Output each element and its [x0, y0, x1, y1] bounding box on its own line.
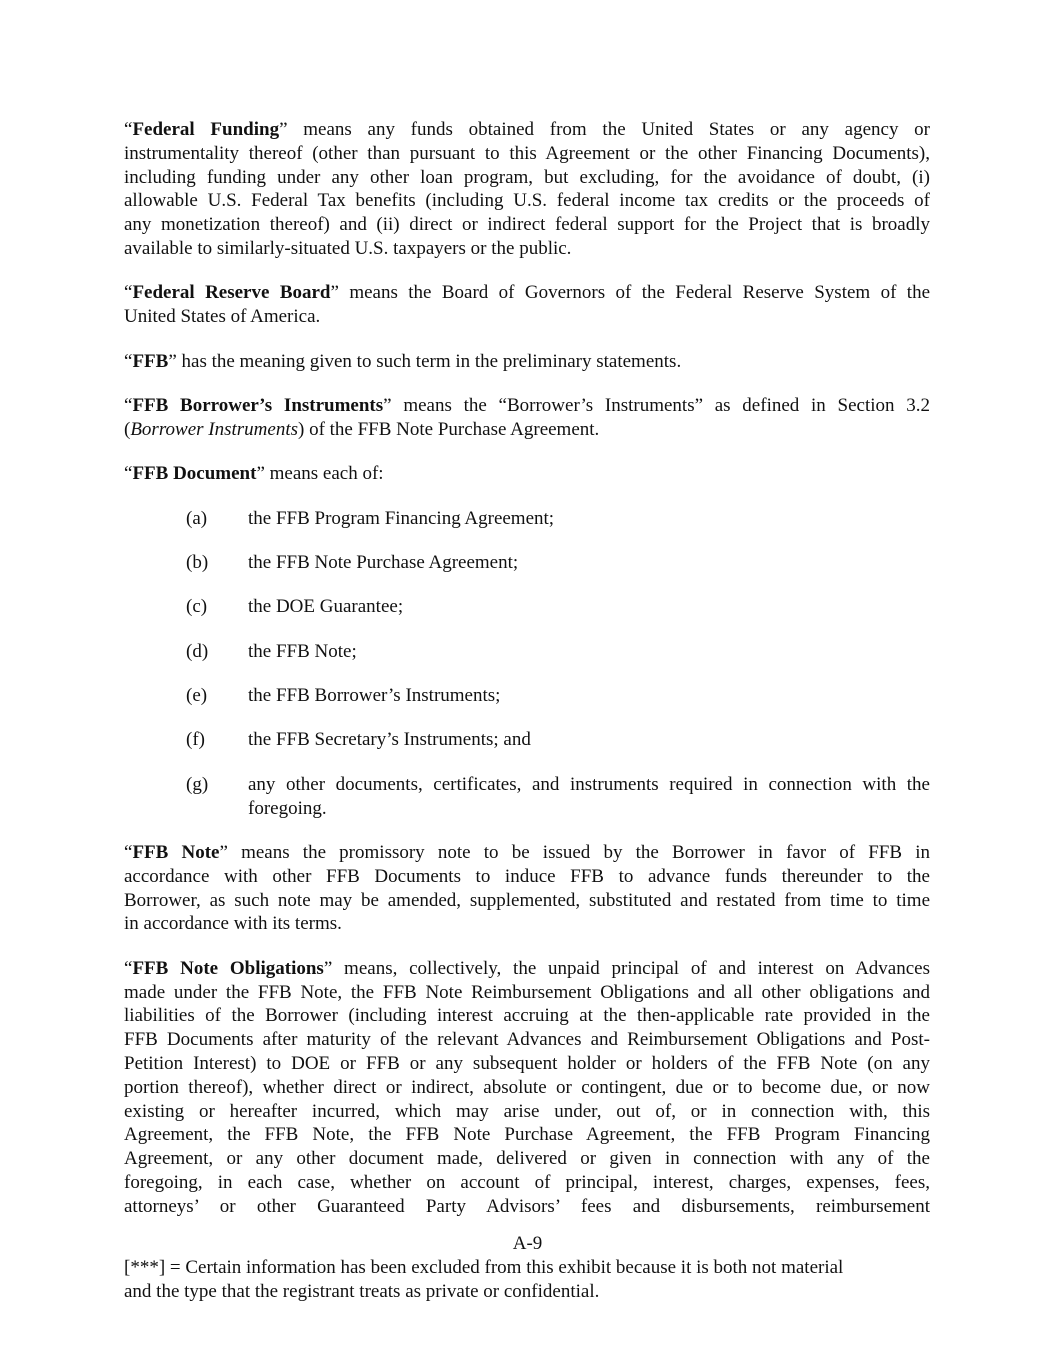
italic-reference: Borrower Instruments — [130, 418, 298, 440]
text-segment: Borrower, as such note may be amended, supplemented, substituted and restated from time to time — [124, 889, 930, 911]
text-segment: foregoing, in each case, whether on account of principal, interest, charges, expenses, fees, — [124, 1172, 930, 1194]
list-item — [124, 595, 930, 619]
definition-paragraph — [124, 462, 930, 486]
list-item-label: (b) — [186, 551, 209, 573]
text-line — [124, 394, 930, 418]
text-segment: “ — [124, 350, 133, 372]
text-segment: United States of America. — [124, 306, 321, 328]
list-item-label: (c) — [186, 596, 208, 618]
definition-paragraph — [124, 350, 930, 374]
definition-paragraph — [124, 841, 930, 936]
text-line — [124, 1100, 930, 1124]
text-segment: accordance with other FFB Documents to induce FFB to advance funds thereunder to the — [124, 865, 930, 887]
definition-paragraph — [124, 281, 930, 329]
list-item-text — [248, 507, 930, 531]
text-segment: including funding under any other loan program, but excluding, for the avoidance of doubt, (i) — [124, 166, 930, 188]
text-segment: ” means the “Borrower’s Instruments” as defined in Section 3.2 — [383, 394, 930, 416]
text-line — [124, 418, 930, 442]
text-segment: in accordance with its terms. — [124, 913, 342, 935]
list-item-text — [248, 728, 930, 752]
list-item-label: (g) — [186, 773, 209, 795]
text-line — [124, 281, 930, 305]
text-segment: available to similarly-situated U.S. taxpayers or the public. — [124, 237, 572, 259]
list-item-label: (e) — [186, 685, 208, 707]
text-line — [124, 142, 930, 166]
defined-term: Federal Funding — [132, 119, 280, 140]
text-line — [124, 912, 930, 936]
page-number: A-9 — [512, 1233, 543, 1254]
text-segment: made under the FFB Note, the FFB Note Reimbursement Obligations and all other obligations and — [124, 981, 930, 1003]
list-item-label: (d) — [186, 640, 209, 662]
text-segment: ” means each of: — [256, 463, 384, 485]
text-line — [124, 1195, 930, 1219]
text-segment: allowable U.S. Federal Tax benefits (including U.S. federal income tax credits or the proceeds of — [124, 190, 930, 212]
text-segment: “ — [124, 842, 133, 864]
text-segment: liabilities of the Borrower (including interest accruing at the then-applicable rate provided in the — [124, 1005, 930, 1027]
text-line — [124, 957, 930, 981]
text-segment: Agreement, or any other document made, delivered or given in connection with any of the — [124, 1148, 930, 1170]
text-segment: any monetization thereof) and (ii) direct or indirect federal support for the Project that is broadly — [124, 214, 930, 236]
text-line — [124, 1171, 930, 1195]
text-line — [124, 1147, 930, 1171]
text-line: the FFB Program Financing Agreement; — [248, 507, 555, 529]
text-segment: Petition Interest) to DOE or FFB or any subsequent holder or holders of the FFB Note (on any — [124, 1053, 930, 1075]
text-line: the FFB Note; — [248, 640, 357, 662]
text-segment: ” means the promissory note to be issued by the Borrower in favor of FFB in — [219, 842, 930, 864]
text-segment: “ — [124, 463, 133, 485]
defined-term: FFB Note — [132, 842, 220, 864]
text-line: the DOE Guarantee; — [248, 596, 404, 618]
text-line — [124, 305, 930, 329]
defined-term: FFB Document — [132, 463, 257, 485]
list-item-text — [248, 595, 930, 619]
definition-paragraph — [124, 957, 930, 1219]
text-line: any other documents, certificates, and instruments required in connection with the — [248, 773, 930, 795]
text-line — [124, 889, 930, 913]
list-item — [124, 551, 930, 575]
text-segment: existing or hereafter incurred, which may arise under, out of, or in connection with, this — [124, 1100, 930, 1122]
list-item-text — [248, 684, 930, 708]
text-segment: portion thereof), whether direct or indirect, absolute or contingent, due or to become due, or now — [124, 1076, 930, 1098]
list-item — [124, 773, 930, 821]
text-segment: ) of the FFB Note Purchase Agreement. — [298, 418, 600, 440]
text-segment: Agreement, the FFB Note, the FFB Note Purchase Agreement, the FFB Program Financing — [124, 1124, 930, 1146]
text-line: the FFB Borrower’s Instruments; — [248, 685, 501, 707]
text-line — [124, 1076, 930, 1100]
list-item-label: (f) — [186, 729, 205, 751]
list-item — [124, 728, 930, 752]
text-segment: ” means any funds obtained from the United States or any agency or — [279, 119, 930, 140]
text-line: the FFB Secretary’s Instruments; and — [248, 729, 531, 751]
definition-paragraph — [124, 118, 930, 261]
document-body — [124, 118, 930, 1239]
defined-term: FFB Borrower’s Instruments — [132, 394, 384, 416]
text-line — [124, 350, 930, 374]
text-line — [124, 841, 930, 865]
footnote-line: and the type that the registrant treats as private or confidential. — [124, 1280, 600, 1302]
text-line — [124, 865, 930, 889]
text-line — [124, 1123, 930, 1147]
text-line — [124, 1004, 930, 1028]
text-segment: “ — [124, 119, 133, 140]
defined-term: FFB — [132, 350, 169, 372]
text-segment: instrumentality thereof (other than pursuant to this Agreement or the other Financing Documents), — [124, 142, 930, 164]
list-item — [124, 684, 930, 708]
text-line — [124, 1028, 930, 1052]
text-segment: ” has the meaning given to such term in the preliminary statements. — [168, 350, 682, 372]
list-item-text — [248, 640, 930, 664]
list-item — [124, 507, 930, 531]
definition-paragraph — [124, 394, 930, 442]
defined-term: FFB Note Obligations — [132, 957, 324, 979]
text-segment: ( — [124, 418, 131, 440]
text-segment: “ — [124, 282, 133, 304]
footnote — [124, 1256, 944, 1304]
text-line — [124, 166, 930, 190]
text-line — [124, 462, 930, 486]
text-segment: attorneys’ or other Guaranteed Party Advisors’ fees and disbursements, reimbursement — [124, 1195, 930, 1217]
defined-term: Federal Reserve Board — [132, 282, 331, 304]
text-line — [124, 1052, 930, 1076]
text-line — [124, 237, 930, 261]
text-segment: ” means the Board of Governors of the Federal Reserve System of the — [330, 282, 931, 304]
text-line — [124, 189, 930, 213]
list-item-text — [248, 773, 930, 821]
footnote-line: [***] = Certain information has been excluded from this exhibit because it is both not material — [124, 1257, 844, 1278]
text-segment: ” means, collectively, the unpaid principal of and interest on Advances — [323, 957, 930, 979]
text-segment: “ — [124, 394, 133, 416]
text-line: the FFB Note Purchase Agreement; — [248, 551, 519, 573]
text-line — [124, 118, 930, 142]
list-item-text — [248, 551, 930, 575]
text-segment: “ — [124, 957, 133, 979]
text-line: foregoing. — [248, 797, 327, 819]
list-item — [124, 640, 930, 664]
text-line — [124, 213, 930, 237]
text-line — [124, 981, 930, 1005]
text-segment: FFB Documents after maturity of the relevant Advances and Reimbursement Obligations and Post- — [124, 1029, 930, 1051]
list-item-label: (a) — [186, 507, 208, 529]
